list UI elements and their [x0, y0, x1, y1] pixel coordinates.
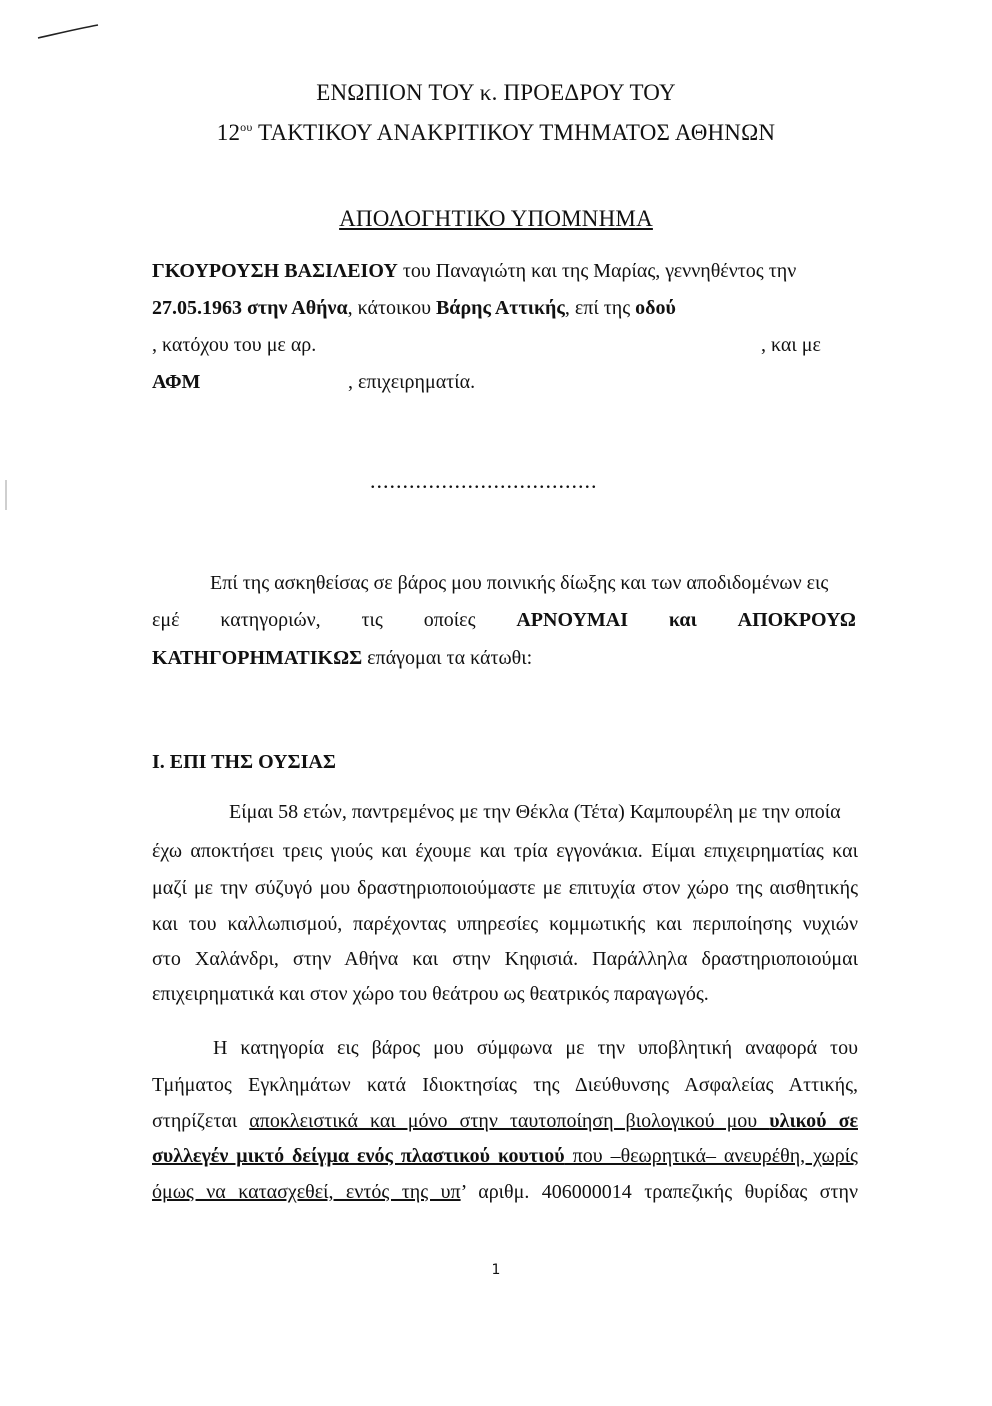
- intro-word-reject: ΑΠΟΚΡΟΥΩ: [737, 609, 856, 631]
- page-number: 1: [491, 1262, 501, 1278]
- party-occupation: , επιχειρηματία.: [348, 371, 476, 393]
- header-line-1: ΕΝΩΠΙΟΝ ΤΟΥ κ. ΠΡΟΕΔΡΟΥ ΤΟΥ: [316, 80, 676, 105]
- intro-word: τις: [361, 609, 383, 631]
- party-line-3-left: , κατόχου του με αρ.: [152, 334, 317, 356]
- p1-line-5: στο Χαλάνδρι, στην Αθήνα και στην Κηφισιά. Παράλληλα δραστηριοποιούμαι: [152, 948, 858, 970]
- p2-safe-deposit: ’ αριθμ. 406000014 τραπεζικής θυρίδας στην: [460, 1181, 858, 1203]
- p2-supported: στηρίζεται: [152, 1110, 250, 1132]
- party-residence-label: , κάτοικου: [347, 297, 436, 319]
- p2-line-1: Η κατηγορία εις βάρος μου σύμφωνα με την υποβλητική αναφορά του: [213, 1037, 858, 1059]
- p1-line-3: μαζί με την σύζυγό μου δραστηριοποιούμαστε με επιτυχία στον χώρο της αισθητικής: [152, 877, 858, 899]
- p2-material: υλικού σε: [769, 1110, 858, 1132]
- intro-word-deny: ΑΡΝΟΥΜΑΙ: [516, 609, 629, 631]
- afm-label-text: ΑΦΜ: [152, 371, 201, 393]
- intro-line-1: Επί της ασκηθείσας σε βάρος μου ποινικής δίωξης και των αποδιδομένων εις: [210, 572, 829, 594]
- header-ordinal-suffix: ου: [240, 120, 253, 134]
- intro-word-and: και: [668, 609, 697, 631]
- header-ordinal: 12: [216, 120, 241, 145]
- header-line-2: [0, 120, 992, 146]
- p2-line-4: [152, 1145, 858, 1168]
- party-line-1: [152, 260, 796, 283]
- p2-not-seized: όμως να κατασχεθεί, εντός της υπ: [152, 1181, 461, 1203]
- document-title: ΑΠΟΛΟΓΗΤΙΚΟ ΥΠΟΜΝΗΜΑ: [339, 206, 653, 231]
- header-court-name: ΤΑΚΤΙΚΟΥ ΑΝΑΚΡΙΤΙΚΟΥ ΤΜΗΜΑΤΟΣ ΑΘΗΝΩΝ: [252, 120, 776, 145]
- p2-line-2: Τμήματος Εγκλημάτων κατά Ιδιοκτησίας της Διεύθυνσης Ασφαλείας Αττικής,: [152, 1074, 858, 1096]
- section-heading: Ι. ΕΠΙ ΤΗΣ ΟΥΣΙΑΣ: [152, 751, 336, 773]
- party-dob: 27.05.1963: [152, 297, 242, 319]
- pen-stroke-mark: [36, 22, 100, 42]
- party-name: ΓΚΟΥΡΟΥΣΗ ΒΑΣΙΛΕΙΟΥ: [152, 260, 398, 282]
- p1-line-2: έχω αποκτήσει τρεις γιούς και έχουμε και τρία εγγονάκια. Είμαι επιχειρηματίας και: [152, 840, 858, 862]
- p2-found: που –θεωρητικά– ανευρέθη, χωρίς: [564, 1145, 858, 1167]
- party-line-2: [152, 297, 676, 320]
- p2-line-5: [152, 1181, 858, 1204]
- p1-line-4: και του καλλωπισμού, παρέχοντας υπηρεσίες κομμωτικής και περιποίησης νυχιών: [152, 913, 858, 935]
- p2-line-3: [152, 1110, 858, 1133]
- party-line-3-right: , και με: [761, 334, 821, 356]
- party-street-prefix: , επί της: [564, 297, 636, 319]
- intro-word: οποίες: [423, 609, 476, 631]
- intro-closing: επάγομαι τα κάτωθι:: [362, 647, 533, 669]
- intro-line-3: [152, 647, 532, 670]
- intro-word: εμέ: [152, 609, 180, 631]
- party-birthplace: στην Αθήνα: [242, 297, 348, 319]
- intro-line-2: [152, 609, 856, 632]
- dotted-separator: ...................................: [370, 468, 598, 493]
- party-street-label: οδού: [635, 297, 676, 319]
- intro-categorically: ΚΑΤΗΓΟΡΗΜΑΤΙΚΩΣ: [152, 647, 363, 669]
- party-parents: του Παναγιώτη και της Μαρίας, γεννηθέντος την: [397, 260, 797, 282]
- p2-exclusively: αποκλειστικά και μόνο στην ταυτοποίηση βιολογικού μου: [249, 1110, 770, 1132]
- intro-word: κατηγοριών,: [220, 609, 321, 631]
- p1-line-1: Είμαι 58 ετών, παντρεμένος με την Θέκλα (Τέτα) Καμπουρέλη με την οποία: [229, 801, 841, 823]
- party-residence: Βάρης Αττικής: [435, 297, 565, 319]
- scan-edge-mark: [5, 480, 7, 510]
- p2-sample: συλλεγέν μικτό δείγμα ενός πλαστικού κουτιού: [152, 1145, 565, 1167]
- party-afm-label: [152, 371, 200, 394]
- p1-line-6: επιχειρηματικά και στον χώρο του θεάτρου ως θεατρικός παραγωγός.: [152, 983, 709, 1005]
